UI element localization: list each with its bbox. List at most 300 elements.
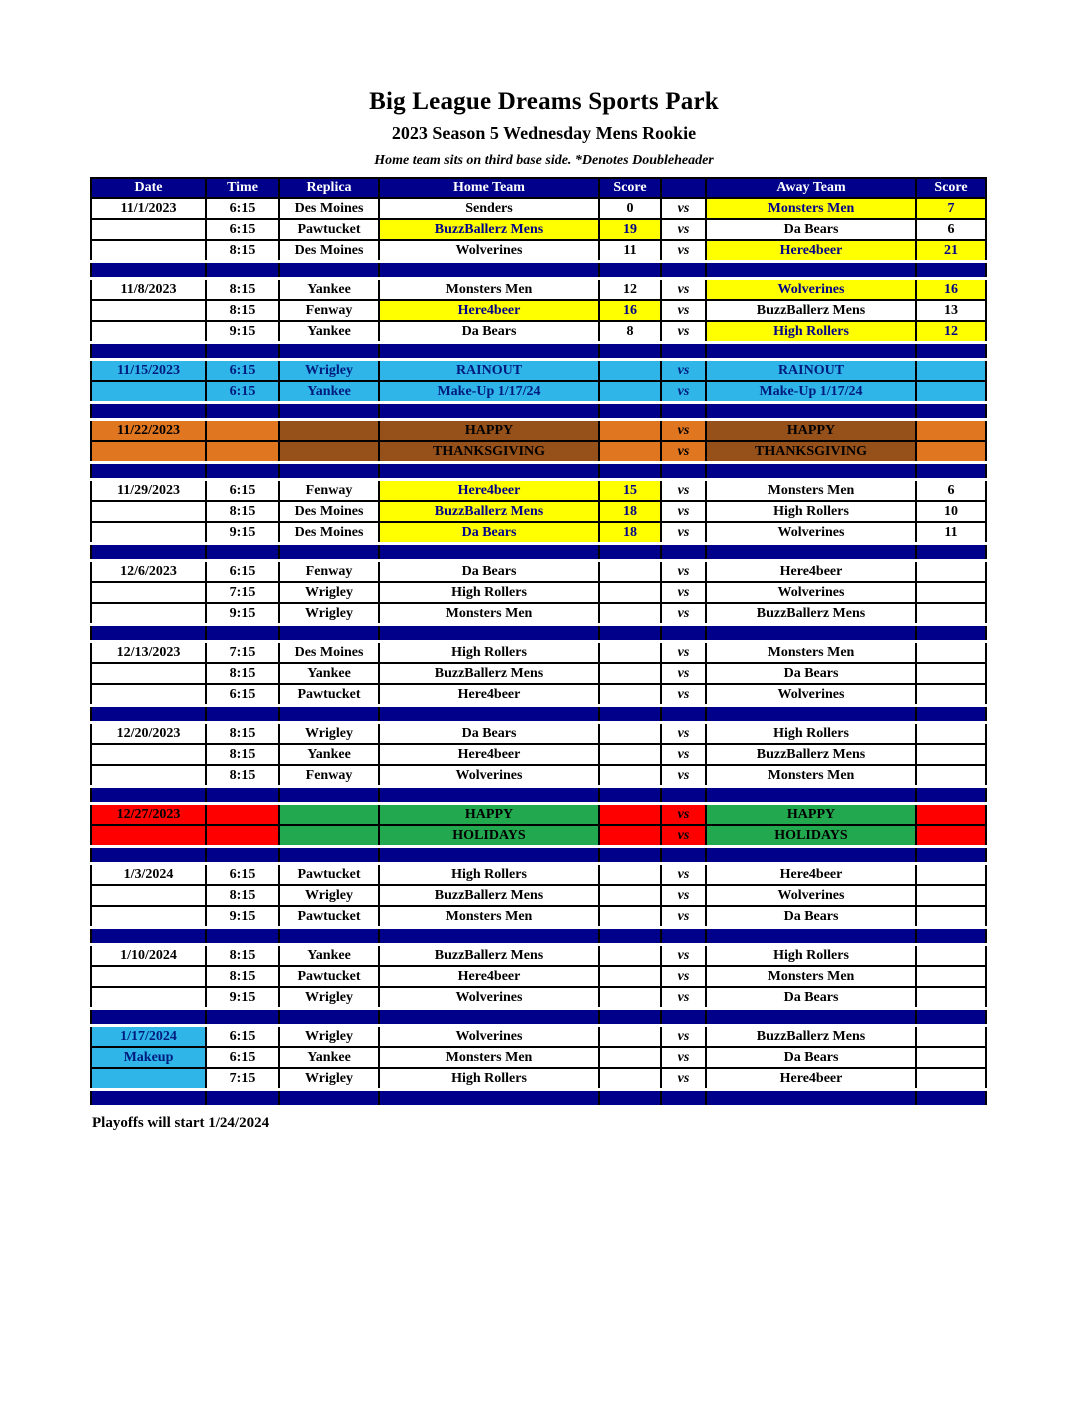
time-cell	[206, 441, 279, 463]
away-team-cell: Monsters Men	[706, 198, 916, 219]
date-cell: 11/8/2023	[91, 279, 206, 301]
vs-cell: vs	[661, 381, 706, 403]
away-team-cell: Here4beer	[706, 240, 916, 262]
separator-cell	[599, 706, 661, 723]
separator-cell	[661, 706, 706, 723]
separator-cell	[706, 463, 916, 480]
separator-cell	[91, 787, 206, 804]
vs-cell: vs	[661, 522, 706, 544]
schedule-row	[91, 945, 986, 967]
home-team-cell: HAPPY	[379, 804, 599, 826]
home-score-cell	[599, 603, 661, 625]
home-score-cell	[599, 825, 661, 847]
separator-cell	[661, 544, 706, 561]
replica-cell: Yankee	[279, 945, 379, 967]
date-cell: 11/29/2023	[91, 480, 206, 502]
time-cell	[206, 825, 279, 847]
time-cell: 8:15	[206, 663, 279, 684]
away-score-cell	[916, 966, 986, 987]
away-score-cell	[916, 441, 986, 463]
away-team-cell: HAPPY	[706, 804, 916, 826]
vs-cell: vs	[661, 561, 706, 583]
schedule-row	[91, 300, 986, 321]
schedule-row	[91, 1047, 986, 1068]
home-team-cell: Here4beer	[379, 480, 599, 502]
home-team-cell: High Rollers	[379, 582, 599, 603]
away-team-cell: HOLIDAYS	[706, 825, 916, 847]
separator-cell	[916, 343, 986, 360]
schedule-row	[91, 1026, 986, 1048]
vs-cell: vs	[661, 360, 706, 382]
schedule-row	[91, 360, 986, 382]
separator-cell	[706, 403, 916, 420]
home-score-cell	[599, 582, 661, 603]
home-team-cell: Da Bears	[379, 522, 599, 544]
replica-cell: Yankee	[279, 744, 379, 765]
schedule-row	[91, 279, 986, 301]
home-score-cell: 12	[599, 279, 661, 301]
date-cell: 1/17/2024	[91, 1026, 206, 1048]
vs-cell: vs	[661, 300, 706, 321]
separator-cell	[661, 847, 706, 864]
home-score-cell	[599, 360, 661, 382]
separator-cell	[206, 463, 279, 480]
time-cell: 6:15	[206, 561, 279, 583]
home-score-cell: 19	[599, 219, 661, 240]
separator-cell	[661, 928, 706, 945]
date-cell: 12/27/2023	[91, 804, 206, 826]
separator-cell	[916, 847, 986, 864]
home-team-cell: Monsters Men	[379, 279, 599, 301]
date-cell: 1/3/2024	[91, 864, 206, 886]
date-cell: 11/15/2023	[91, 360, 206, 382]
home-team-cell: Here4beer	[379, 300, 599, 321]
schedule-row	[91, 582, 986, 603]
away-team-cell: Da Bears	[706, 987, 916, 1009]
home-score-cell	[599, 1047, 661, 1068]
home-team-cell: Da Bears	[379, 561, 599, 583]
replica-cell: Des Moines	[279, 240, 379, 262]
date-cell	[91, 582, 206, 603]
separator-row	[91, 625, 986, 642]
time-cell: 8:15	[206, 279, 279, 301]
separator-cell	[916, 706, 986, 723]
separator-cell	[279, 625, 379, 642]
home-score-cell	[599, 744, 661, 765]
away-score-cell: 6	[916, 480, 986, 502]
separator-cell	[916, 625, 986, 642]
schedule-row	[91, 321, 986, 343]
time-cell: 6:15	[206, 1026, 279, 1048]
separator-row	[91, 403, 986, 420]
replica-cell: Wrigley	[279, 1068, 379, 1090]
away-score-cell: 16	[916, 279, 986, 301]
separator-cell	[661, 625, 706, 642]
separator-cell	[379, 847, 599, 864]
separator-cell	[91, 1090, 206, 1107]
vs-cell: vs	[661, 684, 706, 706]
separator-cell	[279, 463, 379, 480]
separator-cell	[206, 1009, 279, 1026]
date-cell	[91, 885, 206, 906]
away-score-cell	[916, 381, 986, 403]
separator-cell	[916, 1090, 986, 1107]
time-cell: 9:15	[206, 987, 279, 1009]
away-score-cell	[916, 1068, 986, 1090]
home-score-cell	[599, 663, 661, 684]
time-cell: 6:15	[206, 480, 279, 502]
vs-cell: vs	[661, 966, 706, 987]
separator-cell	[279, 403, 379, 420]
vs-cell: vs	[661, 441, 706, 463]
column-header-vs	[661, 178, 706, 198]
column-header-time: Time	[206, 178, 279, 198]
away-team-cell: Here4beer	[706, 864, 916, 886]
separator-cell	[91, 625, 206, 642]
vs-cell: vs	[661, 663, 706, 684]
time-cell: 7:15	[206, 642, 279, 664]
separator-cell	[379, 928, 599, 945]
away-score-cell: 12	[916, 321, 986, 343]
away-score-cell	[916, 744, 986, 765]
separator-cell	[379, 403, 599, 420]
separator-row	[91, 1009, 986, 1026]
separator-cell	[91, 463, 206, 480]
time-cell: 7:15	[206, 582, 279, 603]
separator-cell	[661, 262, 706, 279]
vs-cell: vs	[661, 987, 706, 1009]
schedule-row	[91, 603, 986, 625]
away-score-cell	[916, 1026, 986, 1048]
separator-cell	[916, 403, 986, 420]
separator-cell	[599, 928, 661, 945]
vs-cell: vs	[661, 765, 706, 787]
schedule-row	[91, 825, 986, 847]
separator-cell	[91, 403, 206, 420]
separator-cell	[599, 343, 661, 360]
separator-cell	[916, 928, 986, 945]
vs-cell: vs	[661, 279, 706, 301]
schedule-row	[91, 723, 986, 745]
home-score-cell	[599, 684, 661, 706]
replica-cell: Yankee	[279, 279, 379, 301]
away-team-cell: Here4beer	[706, 561, 916, 583]
separator-cell	[661, 1090, 706, 1107]
replica-cell: Fenway	[279, 561, 379, 583]
time-cell: 6:15	[206, 360, 279, 382]
home-team-cell: Monsters Men	[379, 603, 599, 625]
separator-cell	[206, 262, 279, 279]
page-title: Big League Dreams Sports Park	[369, 88, 719, 115]
away-score-cell	[916, 360, 986, 382]
away-team-cell: High Rollers	[706, 945, 916, 967]
separator-cell	[379, 544, 599, 561]
vs-cell: vs	[661, 420, 706, 442]
date-cell	[91, 381, 206, 403]
home-team-cell: Wolverines	[379, 240, 599, 262]
home-score-cell	[599, 885, 661, 906]
home-team-cell: BuzzBallerz Mens	[379, 219, 599, 240]
separator-cell	[91, 544, 206, 561]
schedule-header-row	[91, 178, 986, 198]
time-cell: 8:15	[206, 765, 279, 787]
home-score-cell	[599, 765, 661, 787]
away-team-cell: Monsters Men	[706, 966, 916, 987]
schedule-table	[90, 177, 987, 1108]
away-score-cell	[916, 642, 986, 664]
home-team-cell: HAPPY	[379, 420, 599, 442]
date-cell	[91, 441, 206, 463]
schedule-row	[91, 642, 986, 664]
separator-cell	[91, 928, 206, 945]
away-team-cell: Da Bears	[706, 1047, 916, 1068]
away-score-cell: 7	[916, 198, 986, 219]
separator-cell	[916, 787, 986, 804]
separator-cell	[379, 262, 599, 279]
time-cell: 8:15	[206, 723, 279, 745]
separator-row	[91, 847, 986, 864]
vs-cell: vs	[661, 480, 706, 502]
schedule-row	[91, 663, 986, 684]
away-team-cell: BuzzBallerz Mens	[706, 1026, 916, 1048]
away-team-cell: Wolverines	[706, 582, 916, 603]
away-score-cell	[916, 906, 986, 928]
away-team-cell: Da Bears	[706, 663, 916, 684]
time-cell: 8:15	[206, 945, 279, 967]
date-cell	[91, 1068, 206, 1090]
away-score-cell	[916, 765, 986, 787]
separator-cell	[279, 787, 379, 804]
home-team-note: Home team sits on third base side. *Denotes Doubleheader	[374, 153, 714, 168]
column-header-date: Date	[91, 178, 206, 198]
separator-cell	[206, 847, 279, 864]
schedule-row	[91, 219, 986, 240]
away-team-cell: THANKSGIVING	[706, 441, 916, 463]
separator-row	[91, 343, 986, 360]
away-score-cell	[916, 945, 986, 967]
home-score-cell	[599, 381, 661, 403]
separator-cell	[91, 262, 206, 279]
column-header-home-team: Home Team	[379, 178, 599, 198]
separator-cell	[91, 1009, 206, 1026]
separator-cell	[206, 928, 279, 945]
vs-cell: vs	[661, 804, 706, 826]
date-cell: 11/22/2023	[91, 420, 206, 442]
home-team-cell: Monsters Men	[379, 906, 599, 928]
home-team-cell: Senders	[379, 198, 599, 219]
home-team-cell: High Rollers	[379, 642, 599, 664]
separator-cell	[379, 343, 599, 360]
away-score-cell: 13	[916, 300, 986, 321]
home-score-cell: 0	[599, 198, 661, 219]
vs-cell: vs	[661, 501, 706, 522]
away-score-cell: 11	[916, 522, 986, 544]
home-score-cell: 16	[599, 300, 661, 321]
separator-cell	[599, 544, 661, 561]
home-team-cell: Here4beer	[379, 744, 599, 765]
replica-cell: Pawtucket	[279, 966, 379, 987]
home-team-cell: BuzzBallerz Mens	[379, 885, 599, 906]
away-score-cell	[916, 420, 986, 442]
replica-cell: Fenway	[279, 765, 379, 787]
vs-cell: vs	[661, 1068, 706, 1090]
separator-row	[91, 1090, 986, 1107]
separator-row	[91, 928, 986, 945]
separator-cell	[599, 787, 661, 804]
away-score-cell	[916, 987, 986, 1009]
replica-cell	[279, 804, 379, 826]
separator-cell	[661, 787, 706, 804]
away-team-cell: BuzzBallerz Mens	[706, 744, 916, 765]
separator-cell	[379, 1009, 599, 1026]
home-score-cell	[599, 906, 661, 928]
separator-cell	[661, 403, 706, 420]
date-cell: 1/10/2024	[91, 945, 206, 967]
away-score-cell	[916, 885, 986, 906]
home-score-cell	[599, 441, 661, 463]
away-team-cell: Here4beer	[706, 1068, 916, 1090]
separator-cell	[916, 544, 986, 561]
vs-cell: vs	[661, 825, 706, 847]
replica-cell: Pawtucket	[279, 219, 379, 240]
time-cell: 9:15	[206, 522, 279, 544]
replica-cell: Yankee	[279, 381, 379, 403]
home-team-cell: BuzzBallerz Mens	[379, 945, 599, 967]
separator-cell	[706, 1009, 916, 1026]
home-team-cell: Wolverines	[379, 987, 599, 1009]
schedule-row	[91, 864, 986, 886]
separator-cell	[706, 262, 916, 279]
home-team-cell: High Rollers	[379, 864, 599, 886]
home-score-cell	[599, 966, 661, 987]
date-cell: Makeup	[91, 1047, 206, 1068]
separator-cell	[91, 847, 206, 864]
separator-cell	[379, 787, 599, 804]
away-team-cell: Da Bears	[706, 906, 916, 928]
away-team-cell: High Rollers	[706, 723, 916, 745]
separator-row	[91, 463, 986, 480]
home-score-cell	[599, 642, 661, 664]
replica-cell: Pawtucket	[279, 864, 379, 886]
vs-cell: vs	[661, 240, 706, 262]
separator-cell	[706, 787, 916, 804]
home-score-cell	[599, 864, 661, 886]
away-score-cell: 10	[916, 501, 986, 522]
separator-cell	[706, 1090, 916, 1107]
date-cell	[91, 684, 206, 706]
separator-cell	[661, 463, 706, 480]
vs-cell: vs	[661, 945, 706, 967]
vs-cell: vs	[661, 723, 706, 745]
away-team-cell: BuzzBallerz Mens	[706, 603, 916, 625]
replica-cell: Wrigley	[279, 987, 379, 1009]
replica-cell: Fenway	[279, 300, 379, 321]
separator-cell	[706, 343, 916, 360]
separator-cell	[206, 343, 279, 360]
replica-cell: Pawtucket	[279, 906, 379, 928]
column-header-replica: Replica	[279, 178, 379, 198]
separator-cell	[279, 706, 379, 723]
replica-cell: Des Moines	[279, 642, 379, 664]
away-score-cell: 6	[916, 219, 986, 240]
home-score-cell: 18	[599, 501, 661, 522]
schedule-row	[91, 987, 986, 1009]
replica-cell: Yankee	[279, 321, 379, 343]
time-cell: 7:15	[206, 1068, 279, 1090]
home-score-cell	[599, 561, 661, 583]
vs-cell: vs	[661, 603, 706, 625]
date-cell	[91, 825, 206, 847]
home-score-cell: 8	[599, 321, 661, 343]
separator-cell	[206, 706, 279, 723]
away-score-cell	[916, 663, 986, 684]
home-team-cell: Make-Up 1/17/24	[379, 381, 599, 403]
schedule-row	[91, 522, 986, 544]
away-team-cell: Wolverines	[706, 885, 916, 906]
separator-cell	[661, 1009, 706, 1026]
date-cell: 12/13/2023	[91, 642, 206, 664]
date-cell	[91, 300, 206, 321]
date-cell	[91, 501, 206, 522]
schedule-row	[91, 1068, 986, 1090]
schedule-row	[91, 684, 986, 706]
time-cell: 6:15	[206, 1047, 279, 1068]
away-team-cell: Wolverines	[706, 522, 916, 544]
away-score-cell	[916, 864, 986, 886]
away-score-cell	[916, 582, 986, 603]
away-score-cell	[916, 1047, 986, 1068]
separator-cell	[379, 625, 599, 642]
home-score-cell	[599, 723, 661, 745]
separator-cell	[206, 787, 279, 804]
home-team-cell: HOLIDAYS	[379, 825, 599, 847]
separator-cell	[379, 706, 599, 723]
away-score-cell	[916, 804, 986, 826]
replica-cell: Wrigley	[279, 360, 379, 382]
away-team-cell: Monsters Men	[706, 765, 916, 787]
replica-cell: Fenway	[279, 480, 379, 502]
replica-cell: Wrigley	[279, 582, 379, 603]
home-score-cell	[599, 1068, 661, 1090]
separator-cell	[206, 403, 279, 420]
date-cell	[91, 240, 206, 262]
separator-cell	[599, 1090, 661, 1107]
separator-cell	[279, 847, 379, 864]
away-team-cell: High Rollers	[706, 321, 916, 343]
home-score-cell: 11	[599, 240, 661, 262]
separator-cell	[706, 847, 916, 864]
separator-cell	[661, 343, 706, 360]
separator-row	[91, 706, 986, 723]
date-cell: 11/1/2023	[91, 198, 206, 219]
separator-cell	[599, 403, 661, 420]
date-cell	[91, 219, 206, 240]
column-header-score: Score	[599, 178, 661, 198]
date-cell	[91, 966, 206, 987]
separator-cell	[916, 463, 986, 480]
away-score-cell	[916, 603, 986, 625]
time-cell: 8:15	[206, 240, 279, 262]
time-cell: 6:15	[206, 381, 279, 403]
separator-cell	[599, 1009, 661, 1026]
separator-cell	[706, 706, 916, 723]
replica-cell: Des Moines	[279, 198, 379, 219]
home-team-cell: Da Bears	[379, 723, 599, 745]
replica-cell: Yankee	[279, 1047, 379, 1068]
home-score-cell: 18	[599, 522, 661, 544]
home-score-cell	[599, 420, 661, 442]
away-team-cell: Monsters Men	[706, 480, 916, 502]
